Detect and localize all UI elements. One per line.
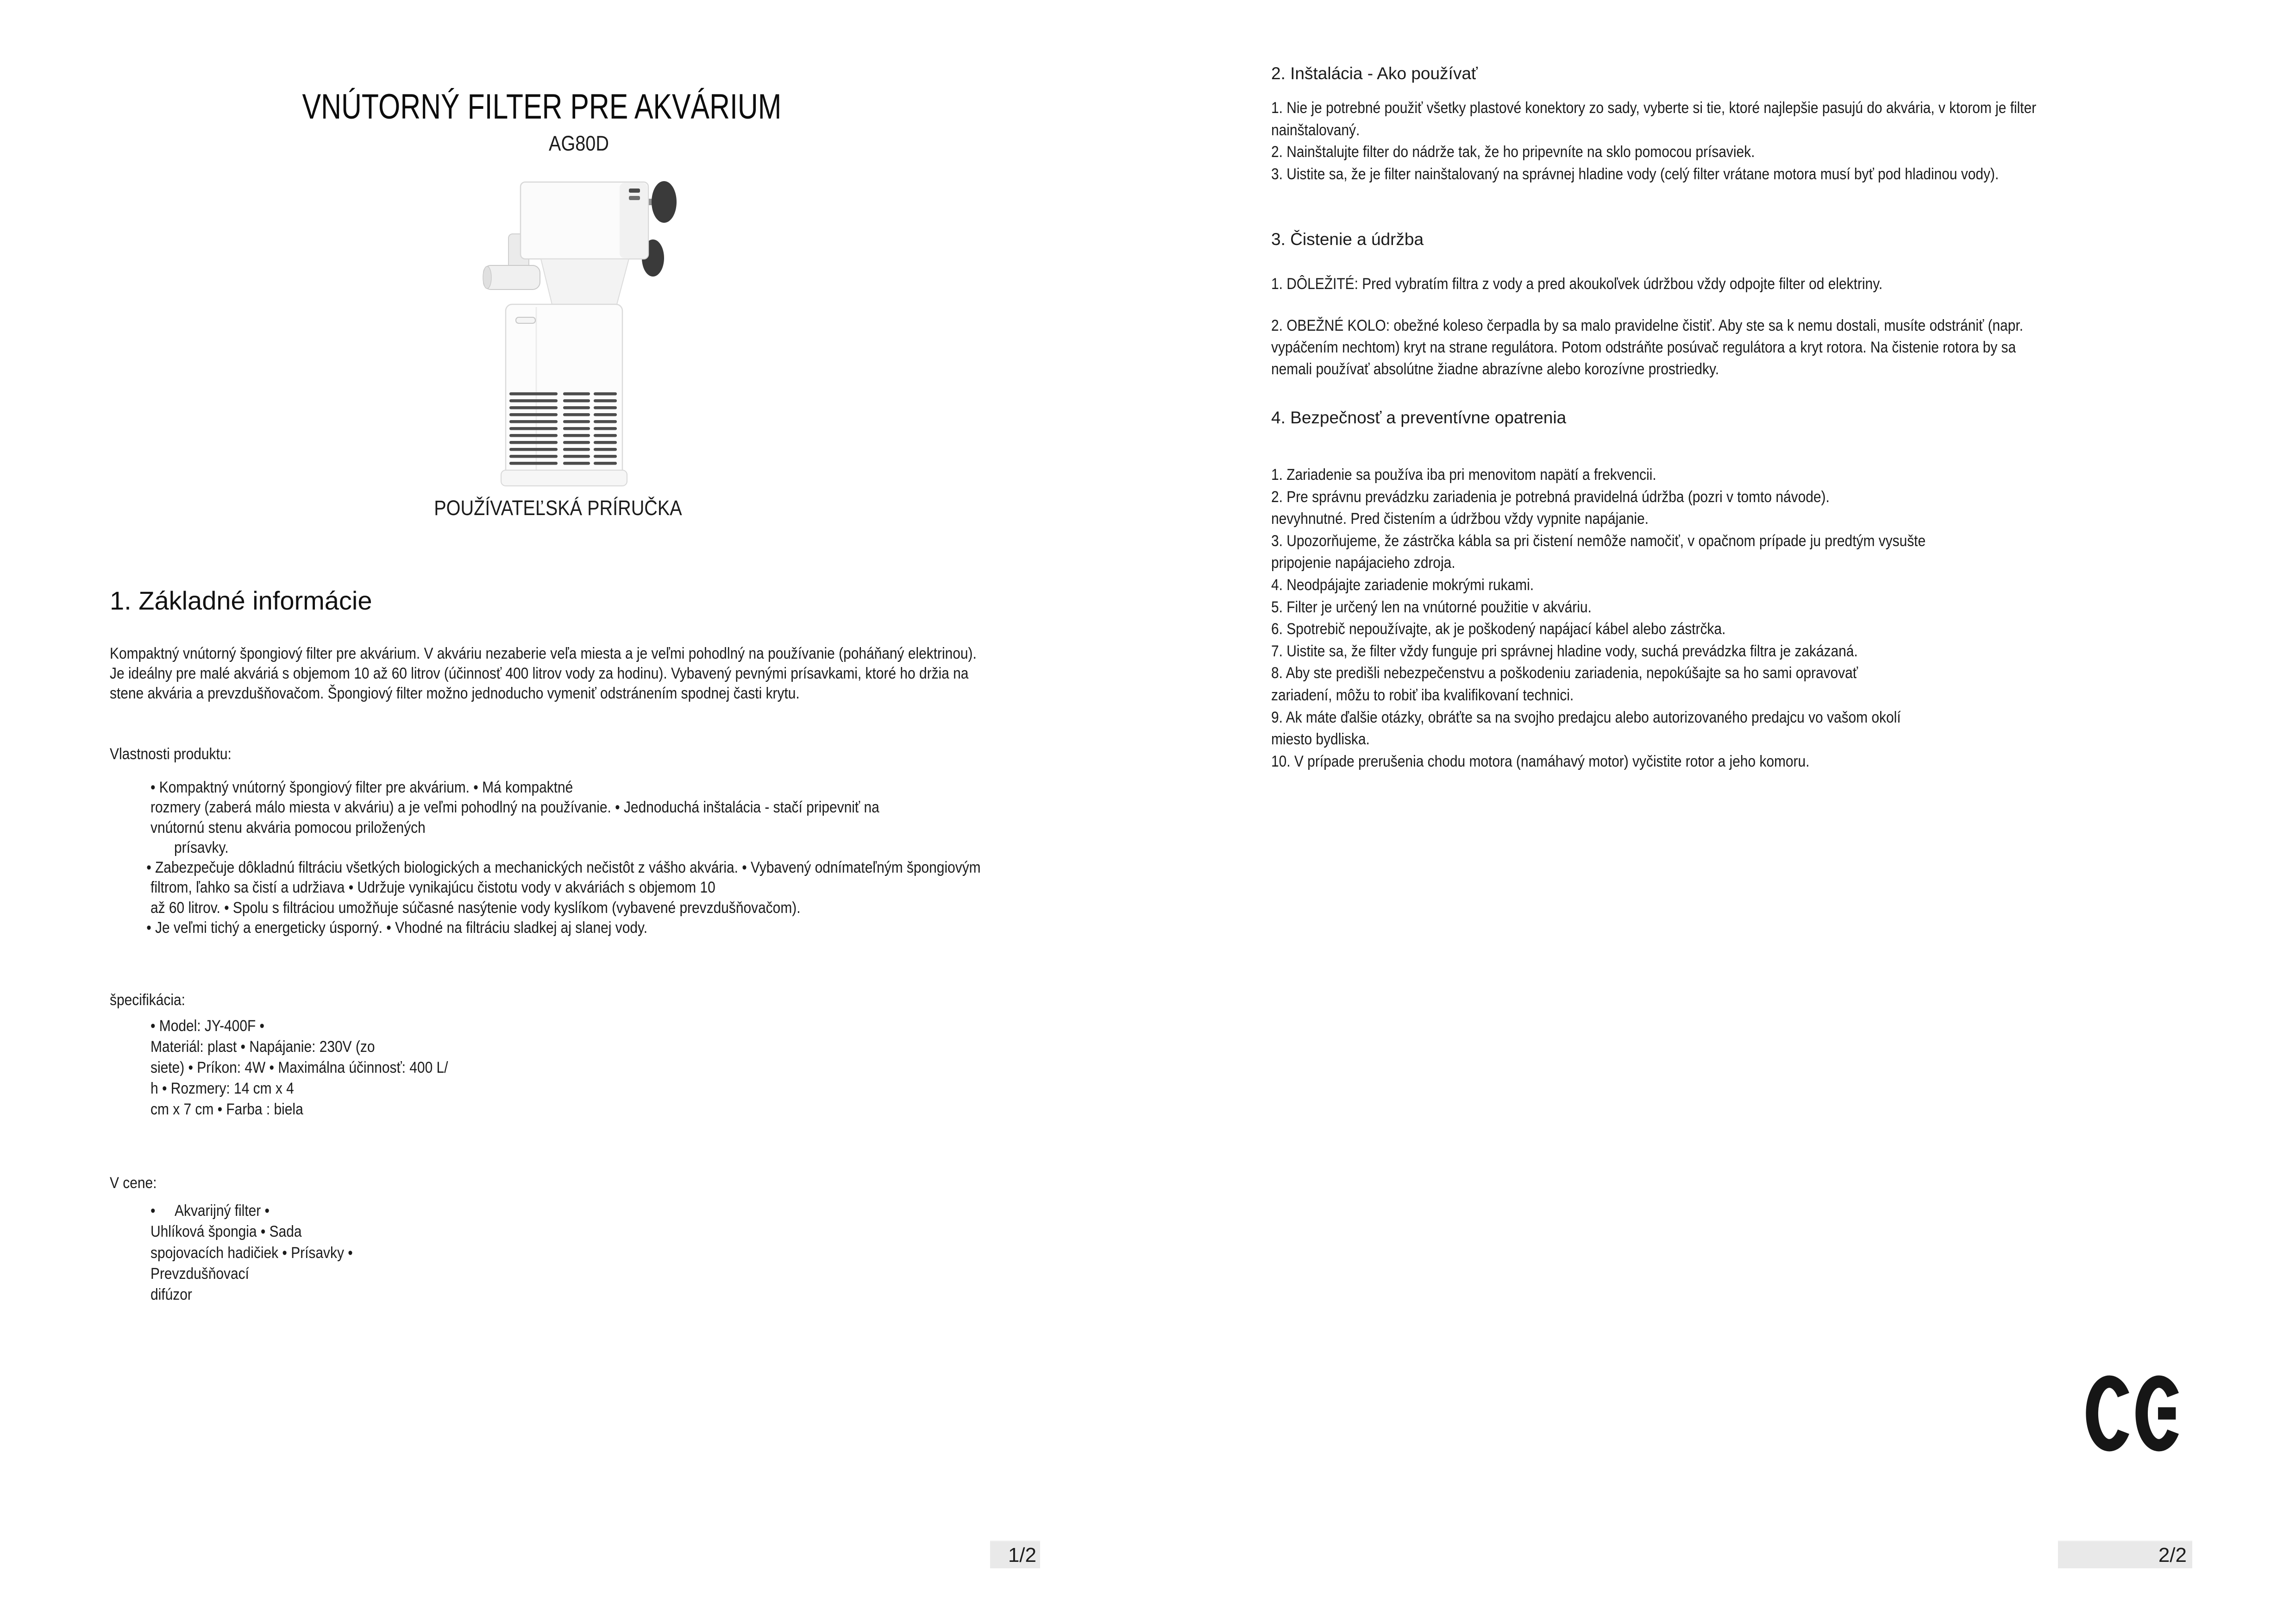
safety-line: miesto bydliska. xyxy=(1271,730,1370,749)
safety-line: 9. Ak máte ďalšie otázky, obráťte sa na svojho predajcu alebo autorizovaného predajcu vo vašom okolí xyxy=(1271,708,1901,726)
included-line: spojovacích hadičiek • Prísavky • xyxy=(151,1244,353,1262)
safety-line: 1. Zariadenie sa používa iba pri menovitom napätí a frekvencii. xyxy=(1271,466,1656,484)
intro-line: Kompaktný vnútorný špongiový filter pre akvárium. V akváriu nezaberie veľa miesta a je veľmi pohodlný na používanie (poháňaný elektrinou). xyxy=(110,645,977,662)
spec-list xyxy=(110,1016,448,1120)
section-4-heading: 4. Bezpečnosť a preventívne opatrenia xyxy=(1271,408,1567,427)
instruction-line: 2. Nainštalujte filter do nádrže tak, že ho pripevníte na sklo pomocou prísaviek. xyxy=(1271,143,1755,161)
section-2-heading: 2. Inštalácia - Ako používať xyxy=(1271,64,1478,83)
features-list xyxy=(110,778,981,938)
safety-line: 8. Aby ste predišli nebezpečenstvu a poškodeniu zariadenia, nepokúšajte sa ho sami opravovať xyxy=(1271,664,1858,682)
page-2 xyxy=(1148,0,2296,1623)
safety-line: 4. Neodpájajte zariadenie mokrými rukami. xyxy=(1271,576,1534,594)
spec-line: cm x 7 cm • Farba : biela xyxy=(151,1101,303,1118)
feature-line: rozmery (zaberá málo miesta v akváriu) a je veľmi pohodlný na používanie. • Jednoduchá inštalácia - stačí pripevniť na xyxy=(151,799,879,817)
feature-line: až 60 litrov. • Spolu s filtráciou umožňuje súčasné nasýtenie vody kyslíkom (vybavené prevzdušňovačom). xyxy=(151,899,801,917)
manual-type-label: POUŽÍVATEĽSKÁ PRÍRUČKA xyxy=(434,496,682,520)
safety-line: 6. Spotrebič nepoužívajte, ak je poškodený napájací kábel alebo zástrčka. xyxy=(1271,620,1726,638)
safety-line: 7. Uistite sa, že filter vždy funguje pri správnej hladine vody, suchá prevádzka filtra je zakázaná. xyxy=(1271,642,1858,660)
safety-line: zariadení, môžu to robiť iba kvalifikovaní technici. xyxy=(1271,686,1574,704)
section-3-heading: 3. Čistenie a údržba xyxy=(1271,230,1424,249)
spec-line: siete) • Príkon: 4W • Maximálna účinnosť: 400 L/ xyxy=(151,1059,448,1076)
included-line: Prevzdušňovací xyxy=(151,1264,249,1283)
safety-line: 10. V prípade prerušenia chodu motora (namáhavý motor) vyčistite rotor a jeho komoru. xyxy=(1271,752,1810,770)
included-label: V cene: xyxy=(110,1174,157,1192)
feature-line: filtrom, ľahko sa čistí a udržiava • Udržuje vynikajúcu čistotu vody v akváriách s objemom 10 xyxy=(151,879,715,897)
spec-line: • Model: JY-400F • xyxy=(151,1017,265,1035)
included-line: Uhlíková špongia • Sada xyxy=(151,1223,302,1241)
feature-line: • Je veľmi tichý a energeticky úsporný. • Vhodné na filtráciu sladkej aj slanej vody. xyxy=(146,919,648,937)
instruction-line: 1. Nie je potrebné použiť všetky plastové konektory zo sady, vyberte si tie, ktoré najlepšie pasujú do akvária, v ktorom je filter xyxy=(1271,99,2037,117)
page-2-number: 2/2 xyxy=(2058,1541,2192,1568)
feature-line: vnútornú stenu akvária pomocou priložených xyxy=(151,818,426,837)
intro-line: Je ideálny pre malé akváriá s objemom 10 až 60 litrov (účinnosť 400 litrov vody za hodinu). Vybavený pevnými prísavkami, ktoré ho držia na xyxy=(110,665,969,682)
intro-line: stene akvária a prevzdušňovačom. Špongiový filter možno jednoducho vymeniť odstránením spodnej časti krytu. xyxy=(110,685,800,702)
page-title: VNÚTORNÝ FILTER PRE AKVÁRIUM xyxy=(302,87,782,126)
instruction-line: nainštalovaný. xyxy=(1271,121,1360,139)
safety-line: 3. Upozorňujeme, že zástrčka kábla sa pri čistení nemôže namočiť, v opačnom prípade ju predtým vysušte xyxy=(1271,532,1926,550)
section-1-heading: 1. Základné informácie xyxy=(110,586,372,615)
spec-label: špecifikácia: xyxy=(110,991,185,1009)
section-2-list xyxy=(1271,97,2036,185)
maintenance-line: vypáčením nechtom) kryt na strane regulátora. Potom odstráňte posúvač regulátora a kryt rotora. Na čistenie rotora by sa xyxy=(1271,339,2016,356)
safety-line: nevyhnutné. Pred čistením a údržbou vždy vypnite napájanie. xyxy=(1271,510,1649,528)
product-illustration xyxy=(482,178,695,489)
page-1-number: 1/2 xyxy=(990,1541,1040,1568)
intro-paragraph xyxy=(110,644,977,704)
feature-line: • Kompaktný vnútorný špongiový filter pre akvárium. • Má kompaktné xyxy=(151,779,573,796)
spec-line: Materiál: plast • Napájanie: 230V (zo xyxy=(151,1038,375,1056)
model-number: AG80D xyxy=(549,132,609,155)
safety-line: 5. Filter je určený len na vnútorné použitie v akváriu. xyxy=(1271,598,1592,616)
safety-list xyxy=(1271,464,1926,773)
feature-line: • Zabezpečuje dôkladnú filtráciu všetkých biologických a mechanických nečistôt z vášho akvária. • Vybavený odnímateľným špongiovým xyxy=(146,859,981,877)
feature-line: prísavky. xyxy=(174,838,229,856)
maintenance-impeller-paragraph xyxy=(1271,315,2023,380)
instruction-line: 3. Uistite sa, že je filter nainštalovaný na správnej hladine vody (celý filter vrátane motora musí byť pod hladinou vody). xyxy=(1271,165,1999,183)
ce-mark-icon xyxy=(2079,1375,2189,1452)
included-line: difúzor xyxy=(151,1286,192,1304)
included-list xyxy=(110,1201,353,1305)
maintenance-line: 2. OBEŽNÉ KOLO: obežné koleso čerpadla by sa malo pravidelne čistiť. Aby ste sa k nemu dostali, musíte odstrániť (napr. xyxy=(1271,317,2023,334)
features-label: Vlastnosti produktu: xyxy=(110,745,232,763)
spec-line: h • Rozmery: 14 cm x 4 xyxy=(151,1080,294,1097)
maintenance-line: nemali používať absolútne žiadne abrazívne alebo korozívne prostriedky. xyxy=(1271,360,1719,378)
maintenance-important-line: 1. DÔLEŽITÉ: Pred vybratím filtra z vody a pred akoukoľvek údržbou vždy odpojte filter od elektriny. xyxy=(1271,275,1883,293)
safety-line: 2. Pre správnu prevádzku zariadenia je potrebná pravidelná údržba (pozri v tomto návode). xyxy=(1271,488,1830,506)
included-line: • Akvarijný filter • xyxy=(151,1202,270,1220)
safety-line: pripojenie napájacieho zdroja. xyxy=(1271,554,1455,572)
